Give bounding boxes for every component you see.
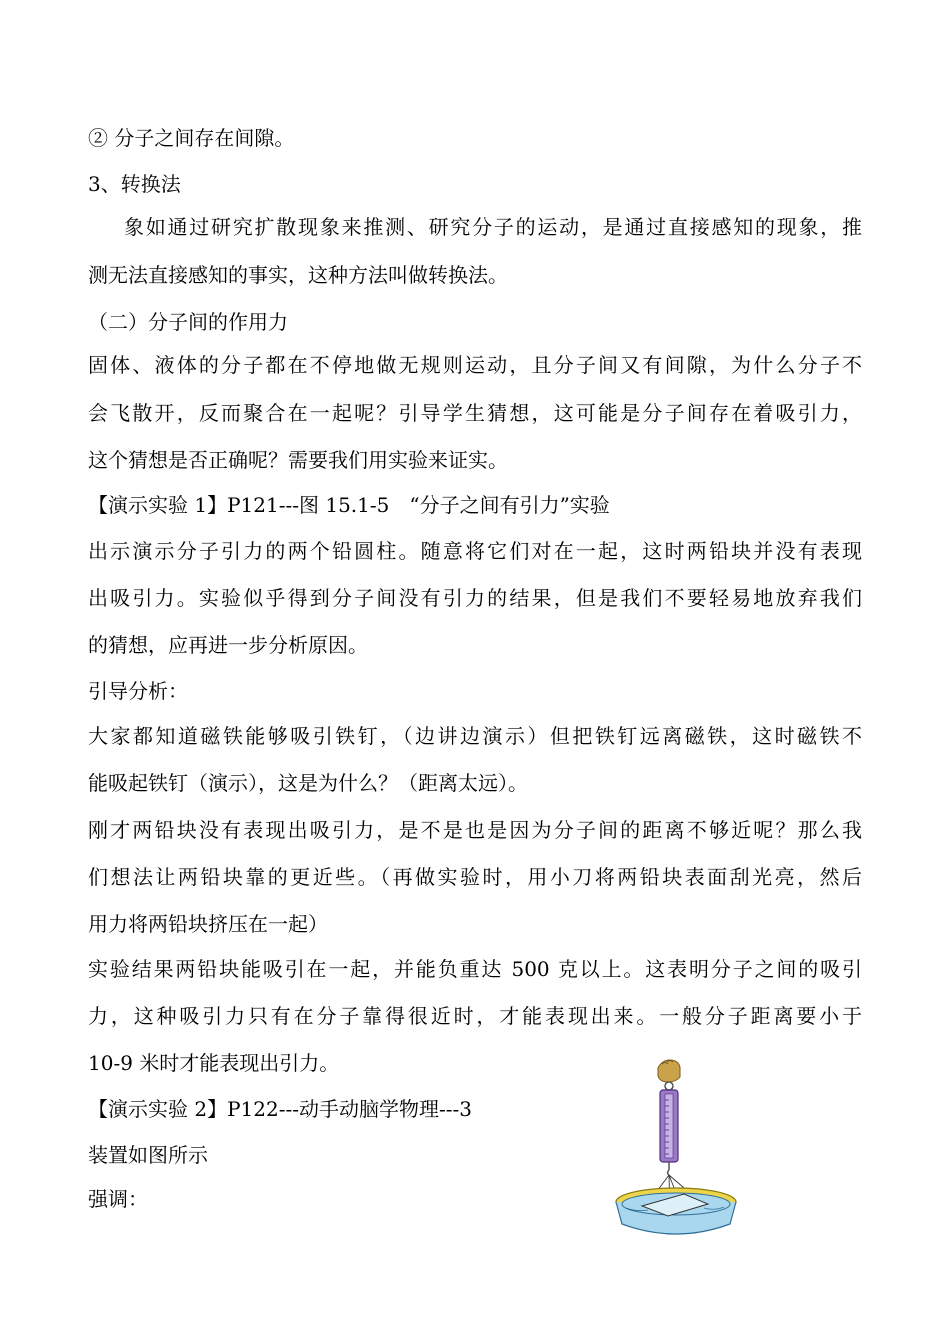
text-line: 实验结果两铅块能吸引在一起，并能负重达 500 克以上。这表明分子之间的吸引 [88, 957, 862, 981]
text-line: 大家都知道磁铁能够吸引铁钉，（边讲边演示）但把铁钉远离磁铁，这时磁铁不 [88, 724, 862, 748]
spring-scale-icon [612, 1058, 740, 1238]
section-heading: （二）分子间的作用力 [88, 310, 288, 334]
text-line: 装置如图所示 [88, 1143, 208, 1167]
experiment-heading: 【演示实验 1】P121---图 15.1-5 “分子之间有引力”实验 [88, 493, 610, 517]
experiment-heading: 【演示实验 2】P122---动手动脑学物理---3 [88, 1097, 472, 1121]
text-line: 力，这种吸引力只有在分子靠得很近时，才能表现出来。一般分子距离要小于 [88, 1004, 862, 1028]
text-line: 刚才两铅块没有表现出吸引力，是不是也是因为分子间的距离不够近呢？那么我 [88, 818, 862, 842]
text-line: 出吸引力。实验似乎得到分子间没有引力的结果，但是我们不要轻易地放弃我们 [88, 586, 862, 610]
text-line: 测无法直接感知的事实，这种方法叫做转换法。 [88, 263, 508, 287]
text-line: 会飞散开，反而聚合在一起呢？引导学生猜想，这可能是分子间存在着吸引力， [88, 401, 862, 425]
text-line: 强调： [88, 1187, 148, 1211]
text-line: 的猜想，应再进一步分析原因。 [88, 633, 368, 657]
text-line: 们想法让两铅块靠的更近些。（再做实验时，用小刀将两铅块表面刮光亮，然后 [88, 865, 862, 889]
hand-shape [658, 1060, 680, 1082]
text-line: 10-9 米时才能表现出引力。 [88, 1051, 340, 1075]
text-line: 能吸起铁钉（演示），这是为什么？（距离太远）。 [88, 771, 528, 795]
text-line: ② 分子之间存在间隙。 [88, 126, 295, 150]
text-line: 这个猜想是否正确呢？需要我们用实验来证实。 [88, 448, 508, 472]
text-line: 引导分析： [88, 679, 188, 703]
text-line: 用力将两铅块挤压在一起） [88, 912, 328, 936]
text-line: 3、转换法 [88, 172, 181, 196]
text-line: 固体、液体的分子都在不停地做无规则运动，且分子间又有间隙，为什么分子不 [88, 353, 862, 377]
text-line: 出示演示分子引力的两个铅圆柱。随意将它们对在一起，这时两铅块并没有表现 [88, 539, 862, 563]
text-line: 象如通过研究扩散现象来推测、研究分子的运动，是通过直接感知的现象，推 [124, 215, 862, 239]
